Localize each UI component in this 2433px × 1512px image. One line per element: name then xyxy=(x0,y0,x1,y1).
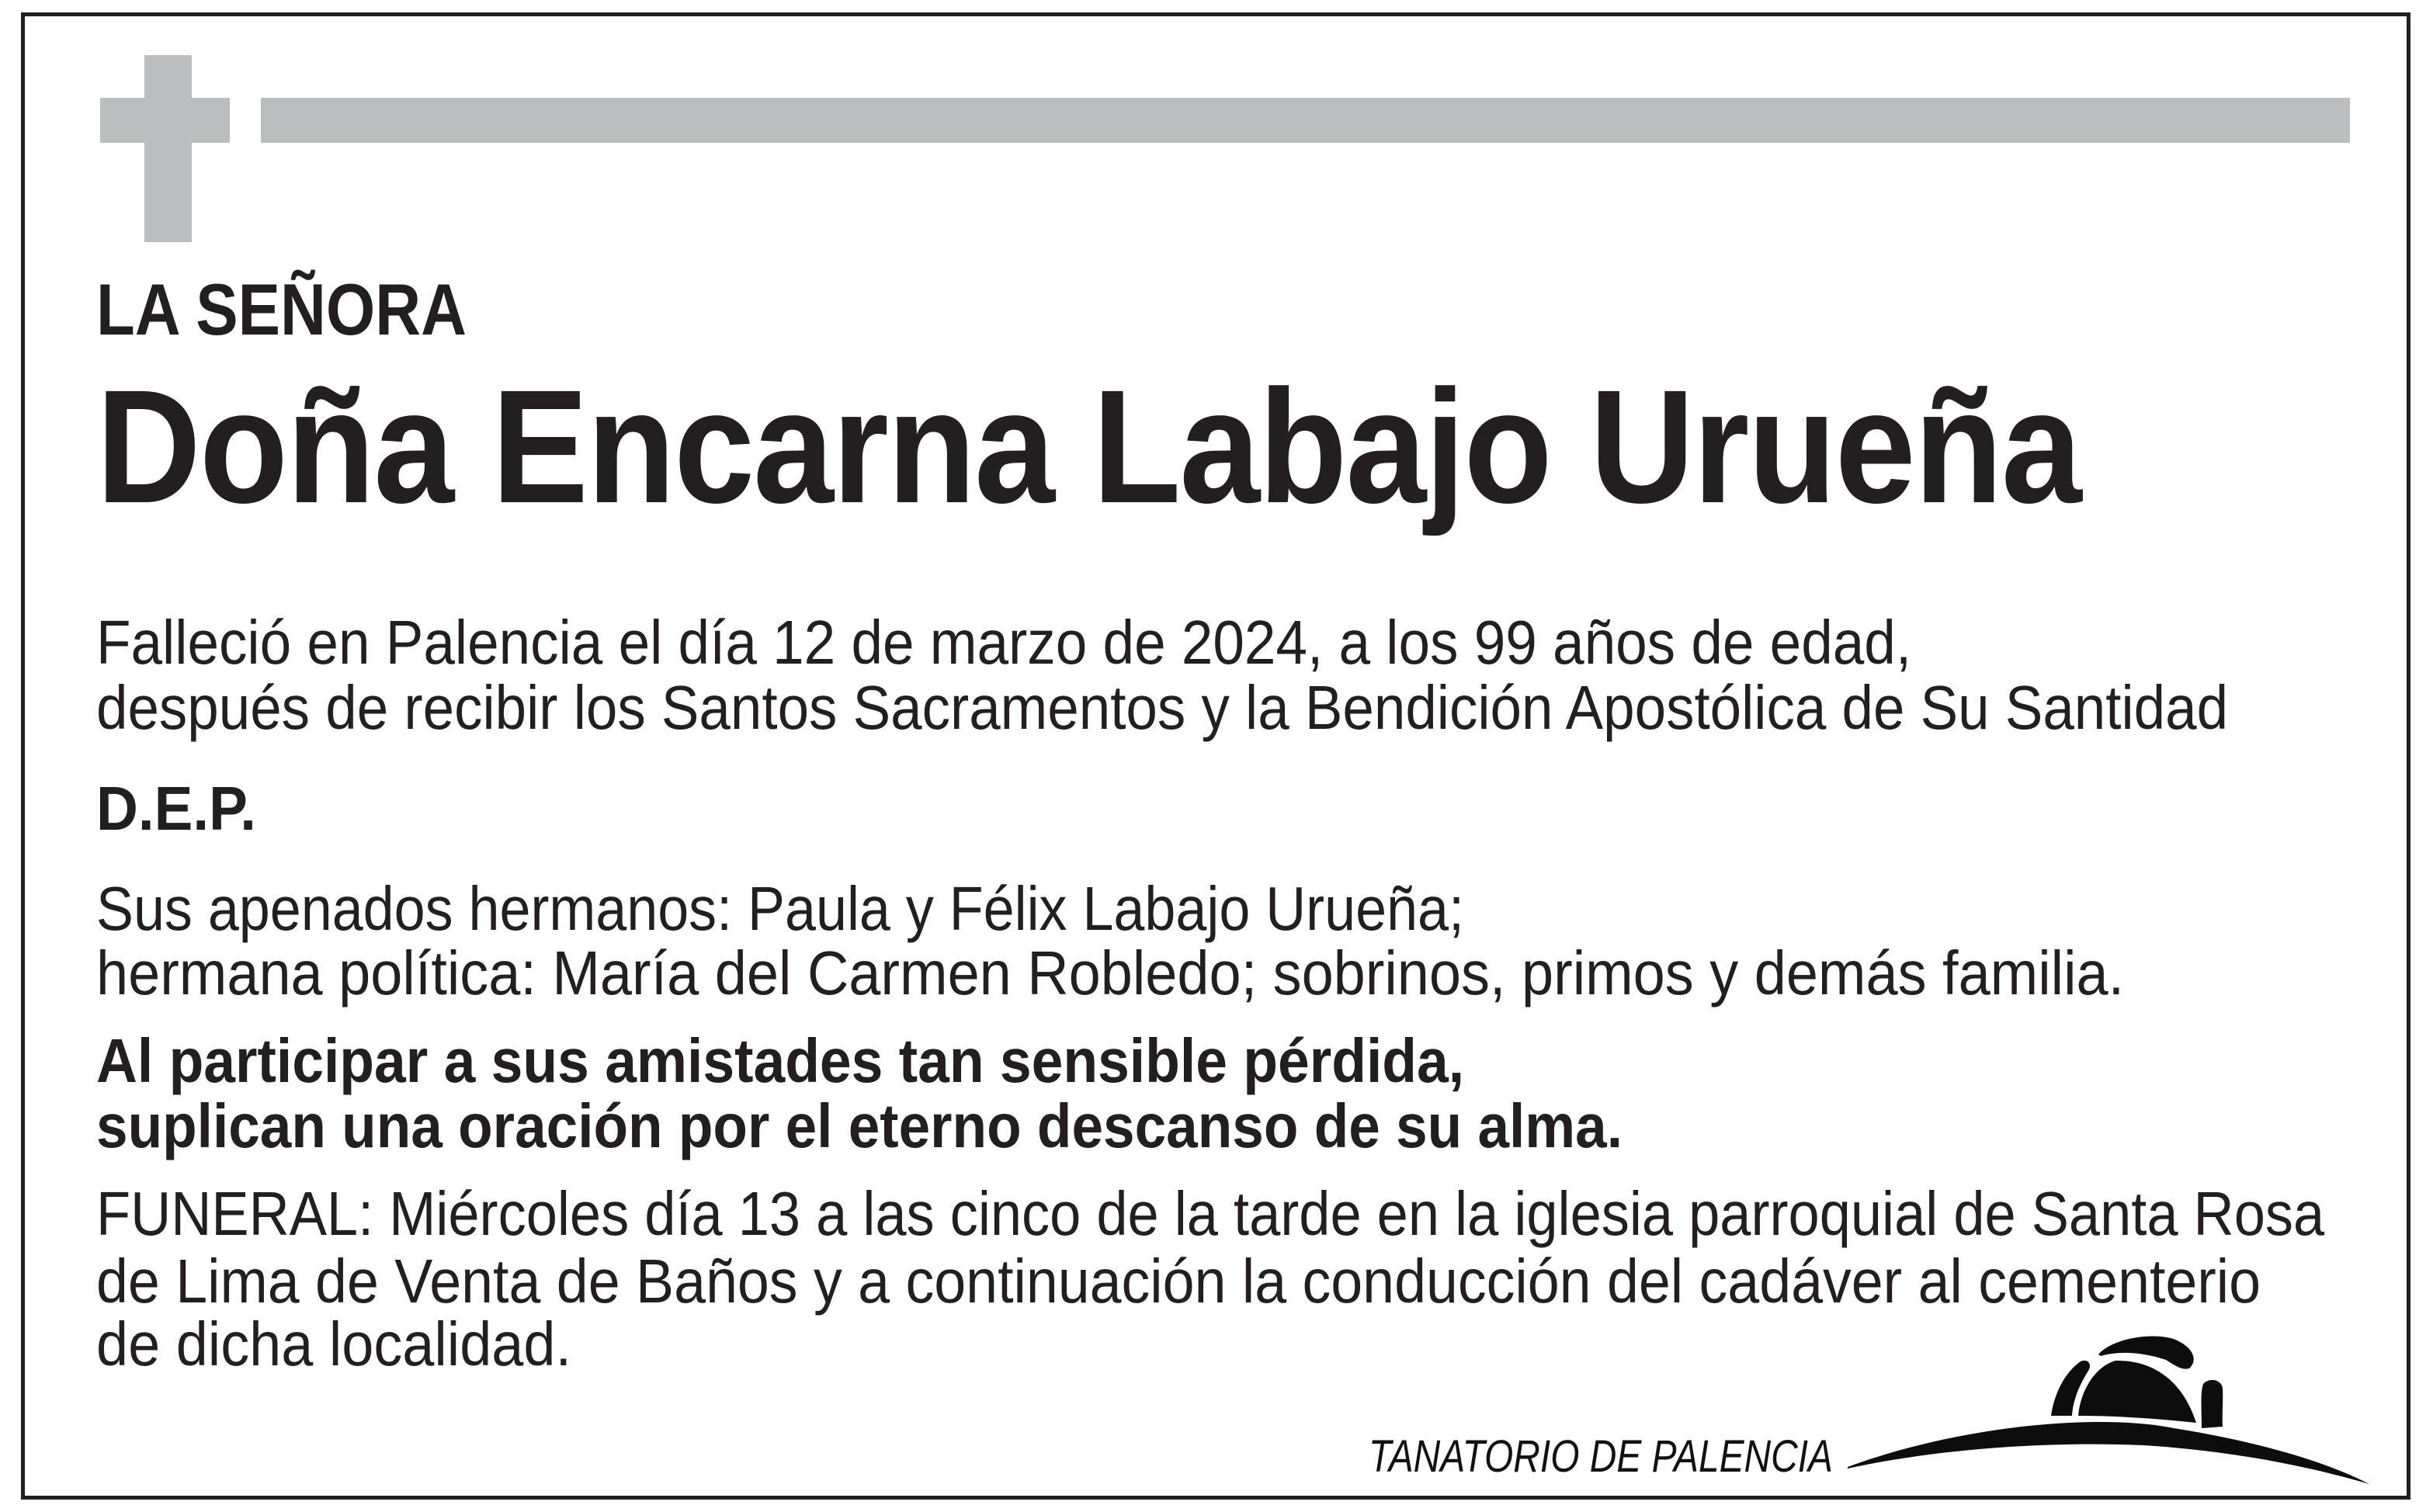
request-line-1: Al participar a sus amistades tan sensible pérdida, xyxy=(96,1025,1465,1095)
cross-icon xyxy=(144,55,192,242)
header-rule xyxy=(261,98,2350,143)
family-line-2: hermana política: María del Carmen Robledo; sobrinos, primos y demás familia. xyxy=(96,938,2125,1007)
family-line-1: Sus apenados hermanos: Paula y Félix Labajo Urueña; xyxy=(96,873,1464,943)
funeral-line-1: FUNERAL: Miércoles día 13 a las cinco de la tarde en la iglesia parroquial de Santa Rosa xyxy=(96,1178,2325,1248)
cross-icon-arm xyxy=(100,98,230,143)
request-line-2: suplican una oración por el eterno descanso de su alma. xyxy=(96,1091,1623,1160)
title-prefix: LA SEÑORA xyxy=(96,269,467,351)
rip-label: D.E.P. xyxy=(96,773,256,843)
death-line-1: Falleció en Palencia el día 12 de marzo de 2024, a los 99 años de edad, xyxy=(96,607,1912,677)
funeral-line-3: de dicha localidad. xyxy=(96,1309,572,1378)
hill-dome-logo-icon xyxy=(1840,1331,2383,1490)
deceased-name: Doña Encarna Labajo Urueña xyxy=(96,356,2081,537)
company-name: TANATORIO DE PALENCIA xyxy=(1369,1431,1834,1483)
death-line-2: después de recibir los Santos Sacramentos y la Bendición Apostólica de Su Santidad xyxy=(96,672,2229,742)
funeral-line-2: de Lima de Venta de Baños y a continuación la conducción del cadáver al cementerio xyxy=(96,1246,2261,1316)
